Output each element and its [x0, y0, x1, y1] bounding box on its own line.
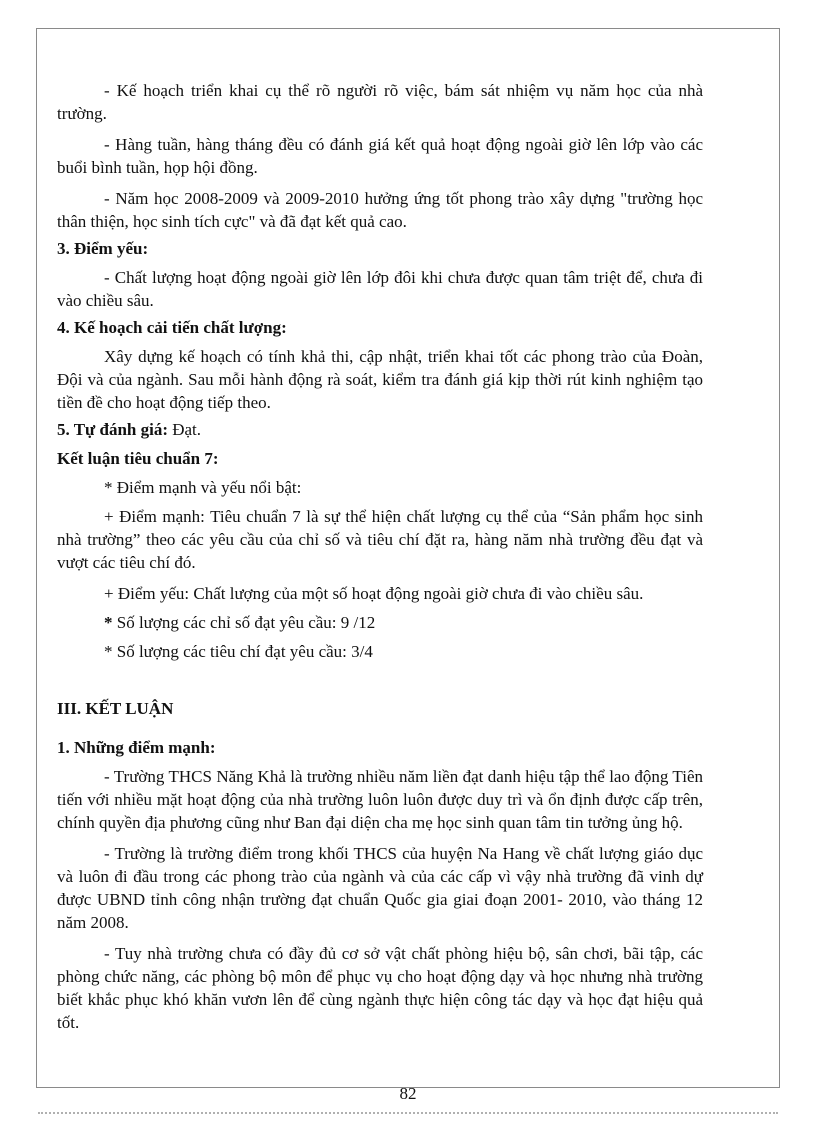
- paragraph-strengths-weaknesses: * Điểm mạnh và yếu nổi bật:: [104, 478, 302, 497]
- heading-self-assessment: [57, 418, 703, 441]
- paragraph-criteria-count: * Số lượng các tiêu chí đạt yêu cầu: 3/4: [104, 642, 373, 661]
- paragraph-school-title: - Trường THCS Năng Khả là trường nhiều năm liền đạt danh hiệu tập thể lao động Tiên tiến với nhiều mặt hoạt động của nhà trường luôn luôn được duy trì và ổn định được cấp trên, chính quyền địa phương cũng như Ban đại diện cha mẹ học sinh quan tâm tin tưởng ủng hộ.: [57, 767, 703, 832]
- paragraph-weakness-detail: + Điểm yếu: Chất lượng của một số hoạt động ngoài giờ chưa đi vào chiều sâu.: [104, 584, 644, 603]
- heading-weaknesses: 3. Điểm yếu:: [57, 239, 149, 258]
- document-body: [57, 79, 703, 1042]
- paragraph-facilities: - Tuy nhà trường chưa có đầy đủ cơ sở vật chất phòng hiệu bộ, sân chơi, bãi tập, các phòng chức năng, các phòng bộ môn để phục vụ cho hoạt động dạy và học nhưng nhà trường biết khắc phục khó khăn vươn lên để cùng ngành thực hiện công tác dạy và học đạt hiệu quả tốt.: [57, 944, 703, 1032]
- paragraph-indicators-count: [57, 611, 703, 634]
- paragraph-improvement: Xây dựng kế hoạch có tính khả thi, cập nhật, triển khai tốt các phong trào của Đoàn, Đội và của ngành. Sau mỗi hành động rà soát, kiểm tra đánh giá kịp thời rút kinh nghiệm tạo tiền đề cho hoạt động tiếp theo.: [57, 347, 703, 412]
- paragraph-school-years: - Năm học 2008-2009 và 2009-2010 hưởng ứng tốt phong trào xây dựng "trường học thân thiện, học sinh tích cực" và đã đạt kết quả cao.: [57, 189, 703, 231]
- paragraph-strength-detail: + Điểm mạnh: Tiêu chuẩn 7 là sự thể hiện chất lượng cụ thể của “Sản phẩm học sinh nhà trường” theo các yêu cầu của chỉ số và tiêu chí đặt ra, hàng năm nhà trường đều đạt và vượt các tiêu chí đó.: [57, 507, 703, 572]
- footer-dotted-rule: [38, 1112, 778, 1114]
- heading-improvement-plan: 4. Kế hoạch cải tiến chất lượng:: [57, 318, 287, 337]
- page-number: 82: [399, 1084, 417, 1103]
- paragraph-weekly-evaluation: - Hàng tuần, hàng tháng đều có đánh giá kết quả hoạt động ngoài giờ lên lớp vào các buổi bình tuần, họp hội đồng.: [57, 135, 703, 177]
- heading-section-conclusion: III. KẾT LUẬN: [57, 699, 174, 718]
- paragraph-key-school: - Trường là trường điểm trong khối THCS của huyện Na Hang về chất lượng giáo dục và luôn đi đầu trong các phong trào của ngành và của các cấp vì vậy nhà trường đã vinh dự được UBND tỉnh công nhận trường đạt chuẩn Quốc gia giai đoạn 2001- 2010, vào tháng 12 năm 2008.: [57, 844, 703, 932]
- self-assessment-value: Đạt.: [167, 420, 202, 439]
- heading-standard-7-conclusion: Kết luận tiêu chuẩn 7:: [57, 449, 219, 468]
- paragraph-plan-detail: - Kế hoạch triển khai cụ thể rõ người rõ việc, bám sát nhiệm vụ năm học của nhà trường.: [57, 81, 703, 123]
- heading-strengths: 1. Những điểm mạnh:: [57, 738, 216, 757]
- indicators-star: *: [104, 613, 113, 632]
- indicators-text: Số lượng các chỉ số đạt yêu cầu: 9 /12: [112, 613, 376, 632]
- paragraph-weakness: - Chất lượng hoạt động ngoài giờ lên lớp đôi khi chưa được quan tâm triệt để, chưa đi vào chiều sâu.: [57, 268, 703, 310]
- self-assessment-label: 5. Tự đánh giá:: [57, 420, 168, 439]
